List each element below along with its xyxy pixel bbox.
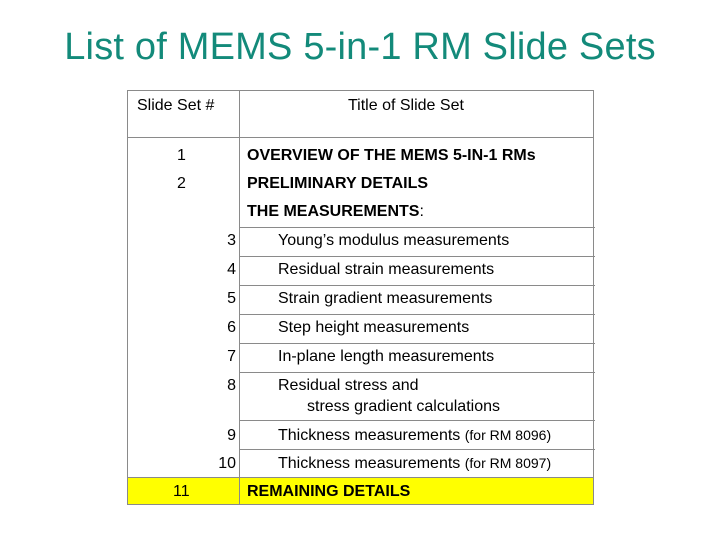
- row-divider: [239, 227, 595, 228]
- row-title: Residual strain measurements: [278, 261, 495, 278]
- row-number: 10: [218, 455, 236, 472]
- row-divider: [239, 256, 595, 257]
- section-heading-text: THE MEASUREMENTS: [247, 203, 420, 220]
- row-title: REMAINING DETAILS: [247, 483, 411, 500]
- row-title: Residual stress and: [278, 377, 419, 394]
- row-title: PRELIMINARY DETAILS: [247, 175, 429, 192]
- row-number: 1: [177, 147, 186, 164]
- column-divider: [239, 91, 240, 504]
- row-title-text: Thickness measurements: [278, 427, 461, 444]
- row-divider: [239, 420, 595, 421]
- row-title: [278, 455, 551, 473]
- section-heading: [247, 203, 424, 221]
- row-number: 6: [227, 319, 236, 336]
- row-divider: [239, 314, 595, 315]
- section-heading-colon: :: [419, 203, 424, 220]
- row-title: In-plane length measurements: [278, 348, 495, 365]
- row-number: 9: [227, 427, 236, 444]
- header-divider: [128, 137, 593, 138]
- row-number: 8: [227, 377, 236, 394]
- row-divider: [239, 285, 595, 286]
- row-number: 2: [177, 175, 186, 192]
- slide-sets-table: [127, 90, 594, 505]
- row-number: 7: [227, 348, 236, 365]
- row-title: Strain gradient measurements: [278, 290, 493, 307]
- row-title: [278, 427, 551, 445]
- row-number: 4: [227, 261, 236, 278]
- header-slide-set: Slide Set #: [137, 97, 215, 114]
- row-title: OVERVIEW OF THE MEMS 5-IN-1 RMs: [247, 147, 536, 164]
- row-number: 5: [227, 290, 236, 307]
- row-number: 3: [227, 232, 236, 249]
- row-divider: [239, 449, 595, 450]
- slide-title: List of MEMS 5-in-1 RM Slide Sets: [64, 26, 656, 68]
- row-divider: [239, 343, 595, 344]
- header-title: Title of Slide Set: [348, 97, 464, 114]
- row-note: (for RM 8097): [464, 455, 552, 471]
- row-title-text: Thickness measurements: [278, 455, 461, 472]
- row-number: 11: [173, 483, 190, 500]
- row-divider: [239, 372, 595, 373]
- row-title: Young’s modulus measurements: [278, 232, 510, 249]
- row-title: Step height measurements: [278, 319, 470, 336]
- row-note: (for RM 8096): [464, 427, 552, 443]
- row-divider: [128, 477, 593, 478]
- row-title-continuation: stress gradient calculations: [307, 398, 500, 415]
